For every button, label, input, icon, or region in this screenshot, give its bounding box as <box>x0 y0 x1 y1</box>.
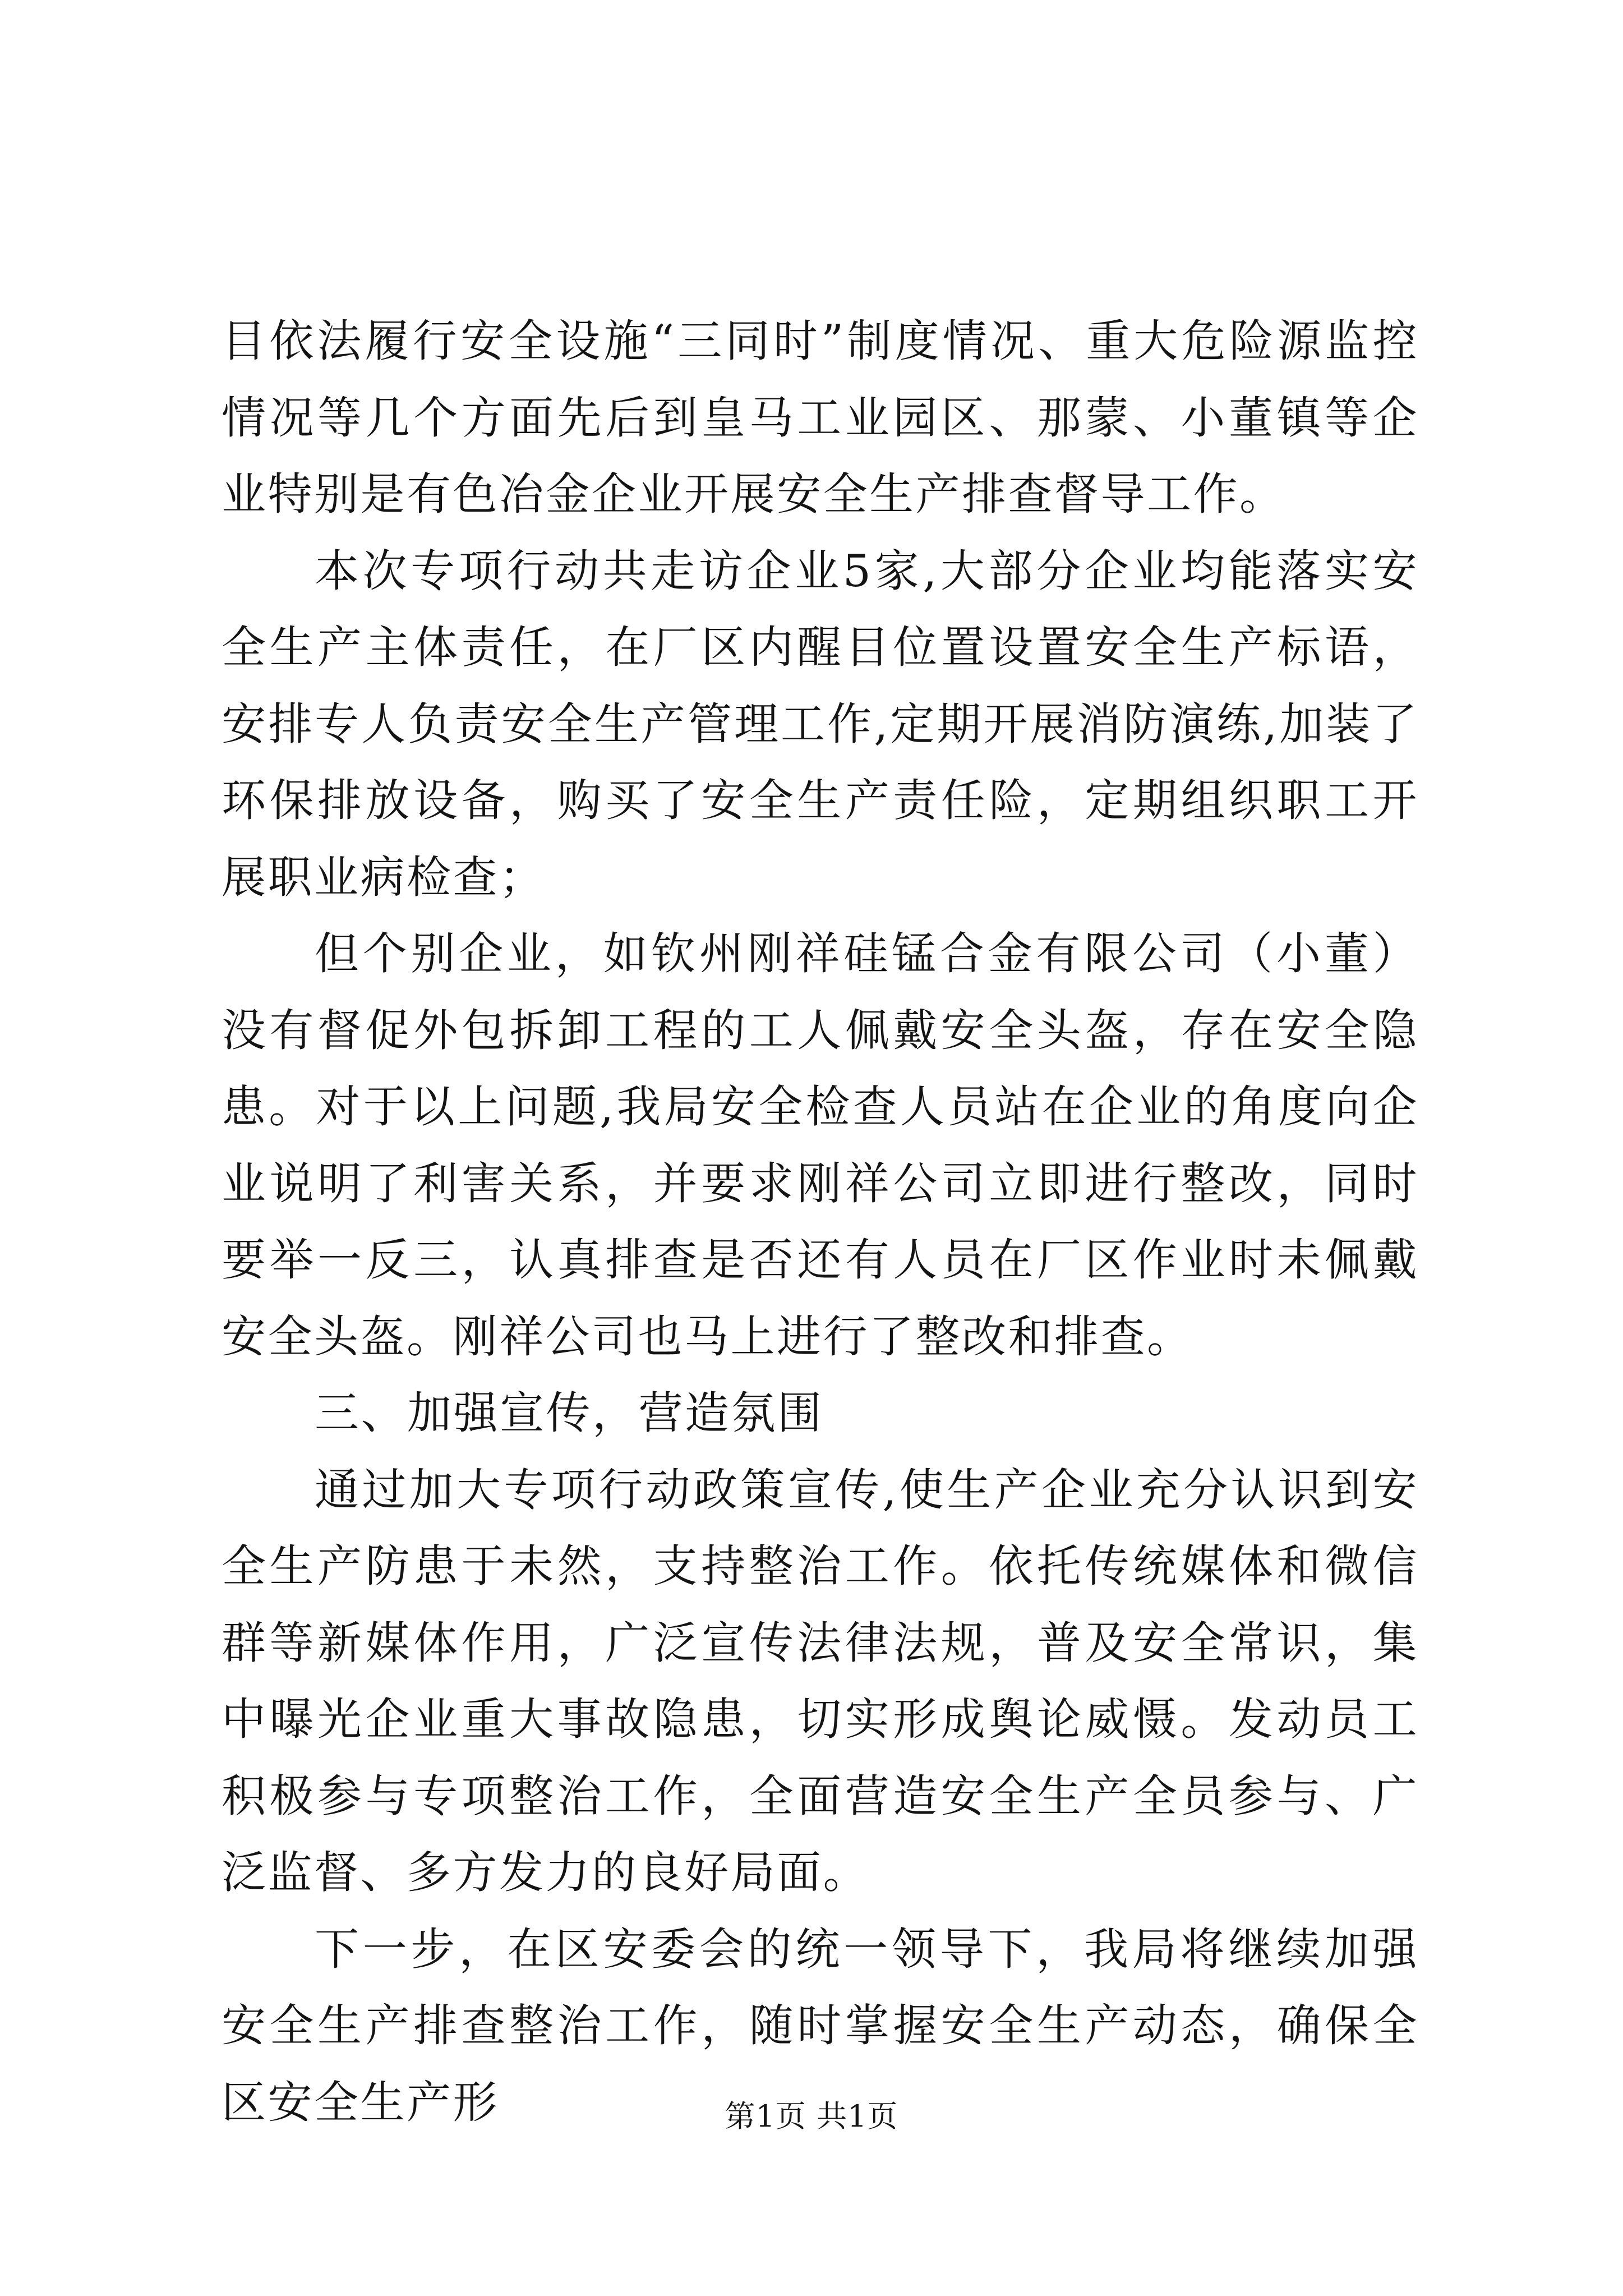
section-heading-publicity: 三、加强宣传，营造氛围 <box>315 1387 824 1439</box>
paragraph-publicity: 通过加大专项行动政策宣传,使生产企业充分认识到安全生产防患于未然，支持整治工作。依托传统媒体和微信群等新媒体作用，广泛宣传法律法规，普及安全常识，集中曝光企业重大事故隐患，切实形成舆论威慑。发动员工积极参与专项整治工作，全面营造安全生产全员参与、广泛监督、多方发力的良好局面。 <box>222 1464 1419 1898</box>
paragraph-visit-summary: 本次专项行动共走访企业5家,大部分企业均能落实安全生产主体责任，在厂区内醒目位置设置安全生产标语，安排专人负责安全生产管理工作,定期开展消防演练,加装了环保排放设备，购买了安全生产责任险，定期组织职工开展职业病检查； <box>222 545 1419 903</box>
page-footer: 第1页 共1页 <box>725 2099 898 2134</box>
paragraph-continuation: 目依法履行安全设施“三同时”制度情况、重大危险源监控情况等几个方面先后到皇马工业园区、那蒙、小董镇等企业特别是有色冶金企业开展安全生产排查督导工作。 <box>222 315 1419 520</box>
paragraph-next-steps: 下一步，在区安委会的统一领导下，我局将继续加强安全生产排查整治工作，随时掌握安全生产动态，确保全区安全生产形 <box>222 1923 1419 2128</box>
document-body <box>222 303 1419 2141</box>
paragraph-rectification: 但个别企业，如钦州刚祥硅锰合金有限公司（小董）没有督促外包拆卸工程的工人佩戴安全头盔，存在安全隐患。对于以上问题,我局安全检查人员站在企业的角度向企业说明了利害关系，并要求刚祥公司立即进行整改，同时要举一反三，认真排查是否还有人员在厂区作业时未佩戴安全头盔。刚祥公司也马上进行了整改和排查。 <box>222 928 1419 1363</box>
